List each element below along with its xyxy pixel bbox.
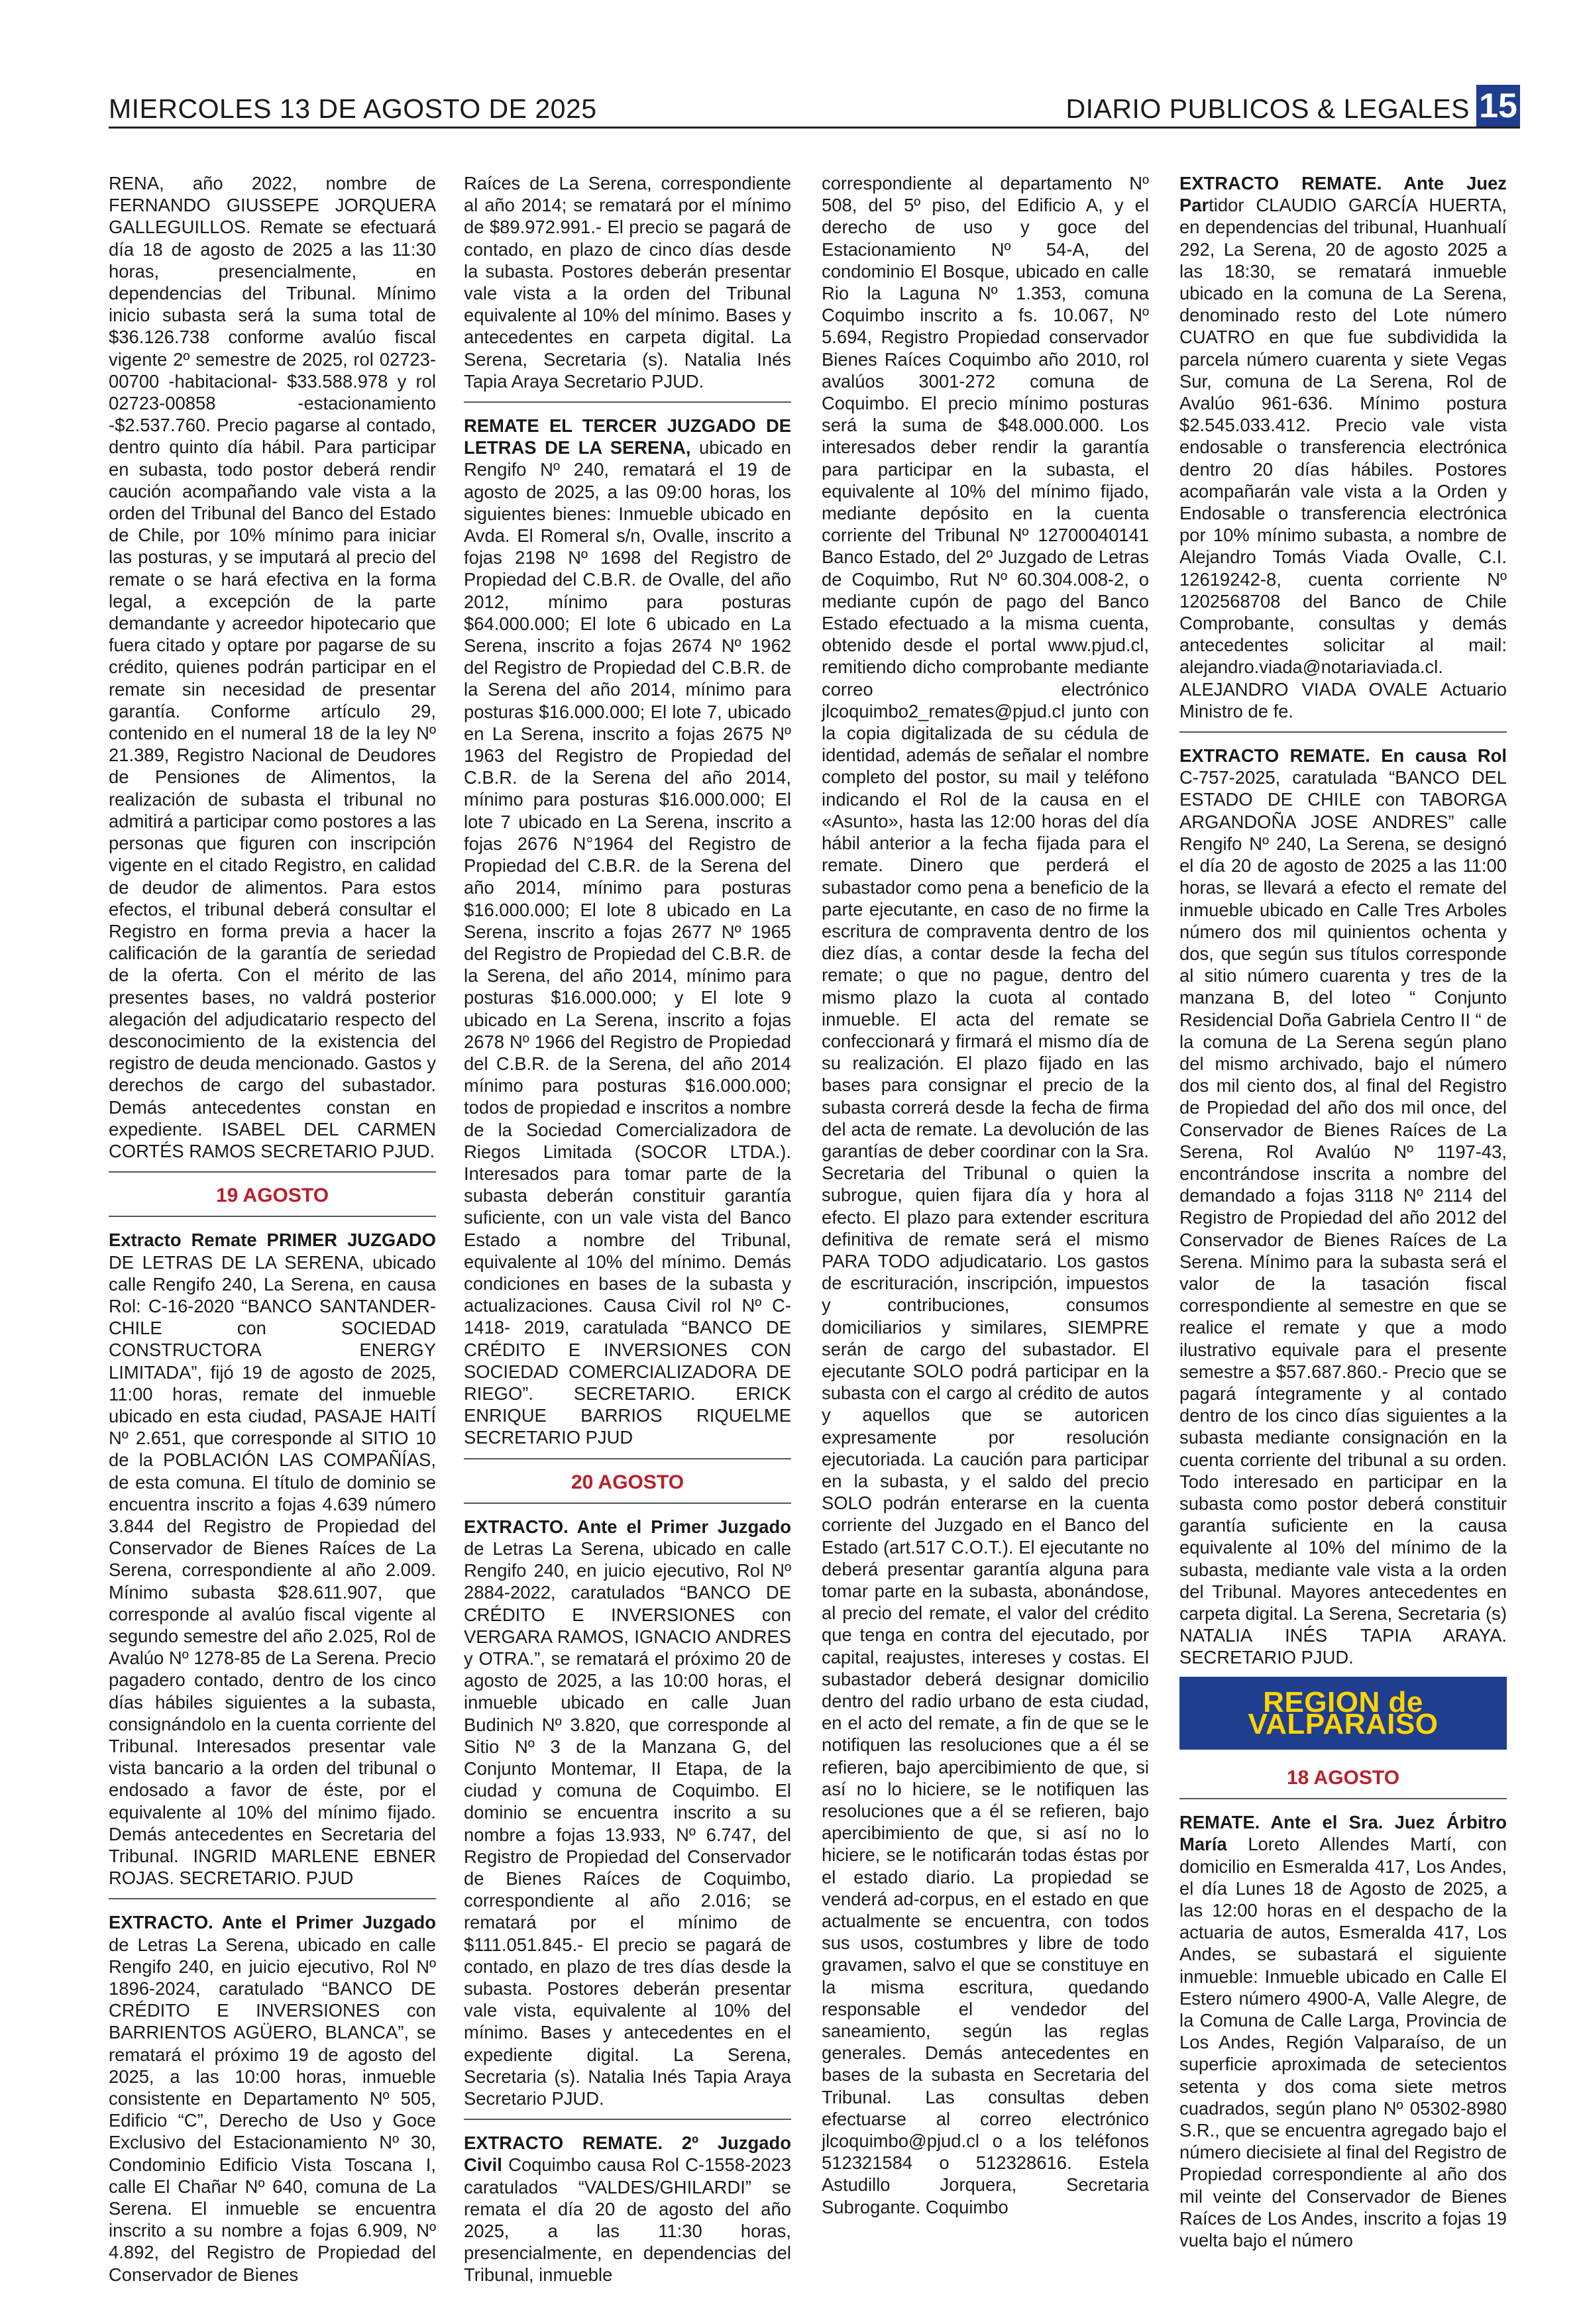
issue-date: MIERCOLES 13 DE AGOSTO DE 2025: [109, 93, 597, 124]
notice: [1179, 745, 1507, 1669]
notice-title: EXTRACTO. Ante el Primer Juzgado: [464, 1516, 791, 1537]
notice-text: de Letras La Serena, ubicado en calle Rengifo 240, en juicio ejecutivo, Rol Nº 1896-2024, caratulado “BANCO DE CRÉDITO E INVERSIONES con BARRIENTOS AGÜERO, BLANCA”, se rematará el próximo 19 de agosto del 2025, a las 10:00 horas, inmueble consistente en Departamento Nº 505, Edificio “C”, Derecho de Uso y Goce Exclusivo del Estacionamiento Nº 30, Condominio Edificio Vista Toscana I, calle El Chañar Nº 640, comuna de La Serena. El inmueble se encuentra inscrito a su nombre a fojas 6.909, Nº 4.892, del Registro de Propiedad del Conservador de Bienes: [109, 1934, 436, 2285]
notice: [109, 1229, 436, 1889]
column-4: [1179, 172, 1507, 2258]
divider: [109, 1171, 436, 1173]
notice-text: Loreto Allendes Martí, con domicilio en Esmeralda 417, Los Andes, el día Lunes 18 de Agosto de 2025, a las 12:00 horas en el despacho de la actuaria de autos, Esmeralda 417, Los Andes, se subastará el siguiente inmueble: Inmueble ubicado en Calle El Estero número 4900-A, Valle Alegre, de la Comuna de Calle Larga, Provincia de Los Andes, Región Valparaíso, de un superficie aproximada de setecientos setenta y dos coma siete metros cuadrados, según plano Nº 05302-8980 S.R., que se encuentra agregado bajo el número diecisiete al final del Registro de Propiedad correspondiente al año dos mil veinte del Conservador de Bienes Raíces de Los Andes, inscrito a fojas 19 vuelta bajo el número: [1179, 1834, 1507, 2251]
notice-text: DE LETRAS DE LA SERENA, ubicado calle Rengifo 240, La Serena, en causa Rol: C-16-2020 “BANCO SANTANDER-CHILE con SOCIEDAD CONSTRUCTORA ENERGY LIMITADA”, fijó 19 de agosto de 2025, 11:00 horas, remate del inmueble ubicado en esta ciudad, PASAJE HAITÍ Nº 2.651, que corresponde al SITIO 10 de la POBLACIÓN LAS COMPAÑÍAS, de esta comuna. El título de dominio se encuentra inscrito a fojas 4.639 número 3.844 del Registro de Propiedad del Conservador de Bienes Raíces de La Serena, correspondiente al año 2.009. Mínimo subasta $28.611.907, que corresponde al avalúo fiscal vigente al segundo semestre del año 2.025, Rol de Avalúo Nº 1278-85 de La Serena. Precio pagadero contado, dentro de los cinco días hábiles siguientes a la subasta, consignándolo en la cuenta corriente del Tribunal. Interesados presentar vale vista bancario a la orden del tribunal o endosado a favor de éste, por el equivalente al 10% del mínimo fijado. Demás antecedentes en Secretaria del Tribunal. INGRID MARLENE EBNER ROJAS. SECRETARIO. PJUD: [109, 1251, 436, 1889]
header-rule: [109, 127, 1520, 129]
notice: [464, 1516, 791, 2109]
notice-text: Raíces de La Serena, correspondiente al año 2014; se rematará por el mínimo de $89.972.991.- El precio se pagará de contado, en plazo de cinco días desde la subasta. Postores deberán presentar vale vista a la orden del Tribunal equivalente al 10% del mínimo. Bases y antecedentes en carpeta digital. La Serena, Secretaria (s). Natalia Inés Tapia Araya Secretario PJUD.: [464, 173, 791, 392]
divider: [109, 1216, 436, 1217]
notice-title: Extracto Remate PRIMER JUZGADO: [109, 1230, 436, 1251]
date-heading: 18 AGOSTO: [1286, 1767, 1400, 1789]
date-heading: 19 AGOSTO: [215, 1185, 329, 1207]
notice-title: REMATE EL TERCER JUZGADO DE LETRAS DE LA SERENA,: [464, 415, 791, 458]
region-banner: REGION de VALPARAISO: [1179, 1677, 1507, 1750]
notice-title: REMATE. Ante el Sra. Juez Árbitro María: [1179, 1812, 1507, 1855]
notice-text: de Letras La Serena, ubicado en calle Rengifo 240, en juicio ejecutivo, Rol Nº 2884-2022, caratulados “BANCO DE CRÉDITO E INVERSIONES con VERGARA RAMOS, IGNACIO ANDRES y OTRA.”, se rematará el próximo 20 de agosto de 2025, a las 10:00 horas, el inmueble ubicado en calle Juan Budinich Nº 3.820, que corresponde al Sitio Nº 3 de la Manzana G, del Conjunto Montemar, II Etapa, de la ciudad y comuna de Coquimbo. El dominio se encuentra inscrito a su nombre a fojas 13.933, Nº 6.747, del Registro de Propiedad del Conservador de Bienes Raíces de Coquimbo, correspondiente al año 2.016; se rematará por el mínimo de $111.051.845.- El precio se pagará de contado, en plazo de tres días desde la subasta. Postores deberán presentar vale vista, equivalente al 10% del mínimo. Bases y antecedentes en el expediente digital. La Serena, Secretaria (s). Natalia Inés Tapia Araya Secretario PJUD.: [464, 1538, 791, 2109]
column-1: [109, 172, 436, 2292]
divider: [464, 1503, 791, 1504]
notice-text: C-757-2025, caratulada “BANCO DEL ESTADO DE CHILE con TABORGA ARGANDOÑA JOSE ANDRES” calle Rengifo Nº 240, La Serena, se designó el día 20 de agosto de 2025 a las 11:00 horas, se llevará a efecto el remate del inmueble ubicado en Calle Tres Arboles número dos mil quinientos ochenta y dos, que según sus títulos corresponde al sitio número cuarenta y tres de la manzana B, del loteo “ Conjunto Residencial Doña Gabriela Centro II “ de la comuna de La Serena según plano del mismo archivado, bajo el número dos mil ciento dos, al final del Registro de Propiedad del año dos mil once, del Conservador de Bienes Raíces de La Serena, Rol Avalúo Nº 1197-43, encontrándose inscrita a nombre del demandado a fojas 3118 Nº 2114 del Registro de Propiedad del año 2012 del Conservador de Bienes Raíces de La Serena. Mínimo para la subasta será el valor de la tasación fiscal correspondiente al semestre en que se realice el remate y que a modo ilustrativo equivale para el presente semestre a $57.687.860.- Precio que se pagará íntegramente y al contado dentro de los cinco días siguientes a la subasta mediante consignación en la cuenta corriente del tribunal a su orden. Todo interesado en participar en la subasta como postor deberá constituir garantía suficiente en la causa equivalente al 10% del mínimo de la subasta, mediante vale vista a la orden del Tribunal. Mayores antecedentes en carpeta digital. La Serena, Secretaria (s) NATALIA INÉS TAPIA ARAYA. SECRETARIO PJUD.: [1179, 767, 1507, 1668]
column-3: [822, 172, 1149, 2225]
notice-text: ubicado en Rengifo Nº 240, rematará el 19 de agosto de 2025, a las 09:00 horas, los siguientes bienes: Inmueble ubicado en Avda. El Romeral s/n, Ovalle, inscrito a fojas 2198 Nº 1698 del Registro de Propiedad del C.B.R. de Ovalle, del año 2012, mínimo para posturas $64.000.000; El lote 6 ubicado en La Serena, inscrito a fojas 2674 Nº 1962 del Registro de Propiedad del C.B.R. de la Serena del año 2014, mínimo para posturas $16.000.000; El lote 7, ubicado en La Serena, inscrito a fojas 2675 Nº 1963 del Registro de Propiedad del C.B.R. de la Serena del año 2014, mínimo para posturas $16.000.000; El lote 7 ubicado en La Serena, inscrito a fojas 2676 N°1964 del Registro de Propiedad del C.B.R. de la Serena del año 2014, mínimo para posturas $16.000.000; El lote 8 ubicado en La Serena, inscrito a fojas 2677 Nº 1965 del Registro de Propiedad del C.B.R. de la Serena, del año 2014, mínimo para posturas $16.000.000; y El lote 9 ubicado en La Serena, inscrito a fojas 2678 Nº 1966 del Registro de Propiedad del C.B.R. de la Serena, del año 2014 mínimo para posturas $16.000.000; todos de propiedad e inscritos a nombre de la Sociedad Comercializadora de Riegos Limitada (SOCOR LTDA.). Interesados para tomar parte de la subasta deberán constituir garantía suficiente, con un vale vista del Banco Estado a nombre del Tribunal, equivalente al 10% del mínimo. Demás condiciones en bases de la subasta y actualizaciones. Causa Civil rol Nº C-1418- 2019, caratulada “BANCO DE CRÉDITO E INVERSIONES CON SOCIEDAD COMERCIALIZADORA DE RIEGO”. SECRETARIO. ERICK ENRIQUE BARRIOS RIQUELME SECRETARIO PJUD: [464, 437, 791, 1448]
notice-title: EXTRACTO REMATE. 2º Juzgado Civil: [464, 2133, 791, 2176]
notice: [109, 1911, 436, 2285]
divider: [464, 1458, 791, 1459]
divider: [1179, 731, 1507, 733]
page-number: 15: [1476, 85, 1520, 127]
notice-text: Coquimbo causa Rol C-1558-2023 caratulados “VALDES/GHILARDI” se remata el día 20 de agosto del año 2025, a las 11:30 horas, presencialmente, en dependencias del Tribunal, inmueble: [464, 2154, 791, 2286]
divider: [1179, 1798, 1507, 1799]
notice-title: EXTRACTO. Ante el Primer Juzgado: [109, 1912, 436, 1933]
divider: [109, 1898, 436, 1899]
column-2: [464, 172, 791, 2293]
divider: [464, 2119, 791, 2120]
notice-title: EXTRACTO REMATE. Ante Juez Par: [1179, 173, 1507, 216]
notice: [1179, 172, 1507, 722]
notice: [464, 2132, 791, 2286]
notice-text: correspondiente al departamento Nº 508, del 5º piso, del Edificio A, y el derecho de uso y goce del Estacionamiento Nº 54-A, del condominio El Bosque, ubicado en calle Rio la Laguna Nº 1.353, comuna Coquimbo inscrito a fs. 10.067, Nº 5.694, Registro Propiedad conservador Bienes Raíces Coquimbo año 2010, rol avalúos 3001-272 comuna de Coquimbo. El precio mínimo posturas será la suma de $48.000.000. Los interesados deber rendir la garantía para participar en la subasta, el equivalente al 10% del mínimo fijado, mediante depósito en la cuenta corriente del Tribunal Nº 12700040141 Banco Estado, del 2º Juzgado de Letras de Coquimbo, Rut Nº 60.304.008-2, o mediante cupón de pago del Banco Estado efectuado a la misma cuenta, obtenido desde el portal www.pjud.cl, remitiendo dicho comprobante mediante correo electrónico jlcoquimbo2_remates@pjud.cl junto con la copia digitalizada de su cédula de identidad, además de señalar el nombre completo del postor, su mail y teléfono indicando el Rol de la causa en el «Asunto», hasta las 12:00 horas del día hábil anterior a la fecha fijada para el remate. Dinero que perderá el subastador como pena a beneficio de la parte ejecutante, en caso de no firme la escritura de compraventa dentro de los diez días, a contar desde la fecha del remate; o que no pague, dentro del mismo plazo la cuota al contado inmueble. El acta del remate se confeccionará y firmará el mismo día de su realización. El plazo fijado en las bases para consignar el precio de la subasta correrá desde la fecha de firma del acta de remate. La devolución de las garantías de deber coordinar con la Sra. Secretaria del Tribunal o quien la subrogue, quien fijara día y hora al efecto. El plazo para extender escritura definitiva de remate será el mismo PARA TODO adjudicatario. Los gastos de escrituración, inscripción, impuestos y contribuciones, consumos domiciliarios y similares, SIEMPRE serán de cargo del subastador. El ejecutante SOLO podrá participar en la subasta con el cargo al crédito de autos y aquellos que se autoricen expresamente por resolución ejecutoriada. La caución para participar en la subasta, y el saldo del precio SOLO podrán enterarse en la cuenta corriente del Juzgado en el Banco del Estado (art.517 C.O.T.). El ejecutante no deberá presentar garantía alguna para tomar parte en la subasta, abonándose, al precio del remate, el valor del crédito que tenga en contra del ejecutado, por capital, reajustes, intereses y costas. El subastador deberá designar domicilio dentro del radio urbano de esta ciudad, en el acto del remate, a fin de que se le notifiquen las resoluciones que a él se refieren, bajo apercibimiento de que, si así no lo hiciere, se le notifiquen las resoluciones que a él se refieren, bajo apercibimiento de que, si así no lo hiciere, se le notificarán todas éstas por el estado diario. La propiedad se venderá ad-corpus, en el estado en que actualmente se encuentra, con todos sus usos, costumbres y libre de todo gravamen, salvo el que se constituye en la misma escritura, quedando responsable el vendedor del saneamiento, según las reglas generales. Demás antecedentes en bases de la subasta en Secretaria del Tribunal. Las consultas deben efectuarse al correo electrónico jlcoquimbo@pjud.cl o a los teléfonos 512321584 o 512328616. Estela Astudillo Jorquera, Secretaria Subrogante. Coquimbo: [822, 173, 1149, 2217]
notice: [1179, 1811, 1507, 2251]
page-header: [109, 81, 1520, 129]
notice: [464, 415, 791, 1449]
notice-title: EXTRACTO REMATE. En causa Rol: [1179, 745, 1507, 766]
notice-text: tidor CLAUDIO GARCÍA HUERTA, en dependencias del tribunal, Huanhualí 292, La Serena, 20 de agosto 2025 a las 18:30, se rematará inmueble ubicado en la comuna de La Serena, denominado resto del Lote número CUATRO en que fue subdividida la parcela número cuarenta y siete Vegas Sur, comuna de La Serena, Rol de Avalúo 961-636. Mínimo postura $2.545.033.412. Precio vale vista endosable o transferencia electrónica dentro 20 días hábiles. Postores acompañarán vale vista a la Orden y Endosable o transferencia electrónica por 10% mínimo subasta, a nombre de Alejandro Tomás Viada Ovalle, C.I. 12619242-8, cuenta corriente Nº 1202568708 del Banco de Chile Comprobante, consultas y demás antecedentes solicitar al mail: alejandro.viada@notariaviada.cl. ALEJANDRO VIADA OVALE Actuario Ministro de fe.: [1179, 195, 1507, 721]
notice-text: RENA, año 2022, nombre de FERNANDO GIUSSEPE JORQUERA GALLEGUILLOS. Remate se efectuará día 18 de agosto de 2025 a las 11:30 horas, presencialmente, en dependencias del Tribunal. Mínimo inicio subasta será la suma total de $36.126.738 conforme avalúo fiscal vigente 2º semestre de 2025, rol 02723-00700 -habitacional- $33.588.978 y rol 02723-00858 -estacionamiento -$2.537.760. Precio pagarse al contado, dentro quinto día hábil. Para participar en subasta, todo postor deberá rendir caución acompañando vale vista a la orden del Tribunal del Banco del Estado de Chile, por 10% mínimo para iniciar las posturas, y se imputará al precio del remate o se hará efectiva en la forma legal, a excepción de la parte demandante y acreedor hipotecario que fuera citado y optare por pagarse de su crédito, quienes podrán participar en el remate sin necesidad de presentar garantía. Conforme artículo 29, contenido en el numeral 18 de la ley Nº 21.389, Registro Nacional de Deudores de Pensiones de Alimentos, la realización de subasta el tribunal no admitirá a participar como postores a las personas que figuren con inscripción vigente en el citado Registro, en calidad de deudor de alimentos. Para estos efectos, el tribunal deberá consultar el Registro en forma previa a hacer la calificación de la garantía de seriedad de la oferta. Con el mérito de las presentes bases, no valdrá posterior alegación del adjudicatario respecto del desconocimiento de la existencia del registro de deuda mencionado. Gastos y derechos de cargo del subastador. Demás antecedentes constan en expediente. ISABEL DEL CARMEN CORTÉS RAMOS SECRETARIO PJUD.: [109, 173, 436, 1161]
date-heading: 20 AGOSTO: [571, 1471, 684, 1493]
newspaper-name: DIARIO PUBLICOS & LEGALES: [1065, 93, 1470, 124]
divider: [464, 401, 791, 403]
